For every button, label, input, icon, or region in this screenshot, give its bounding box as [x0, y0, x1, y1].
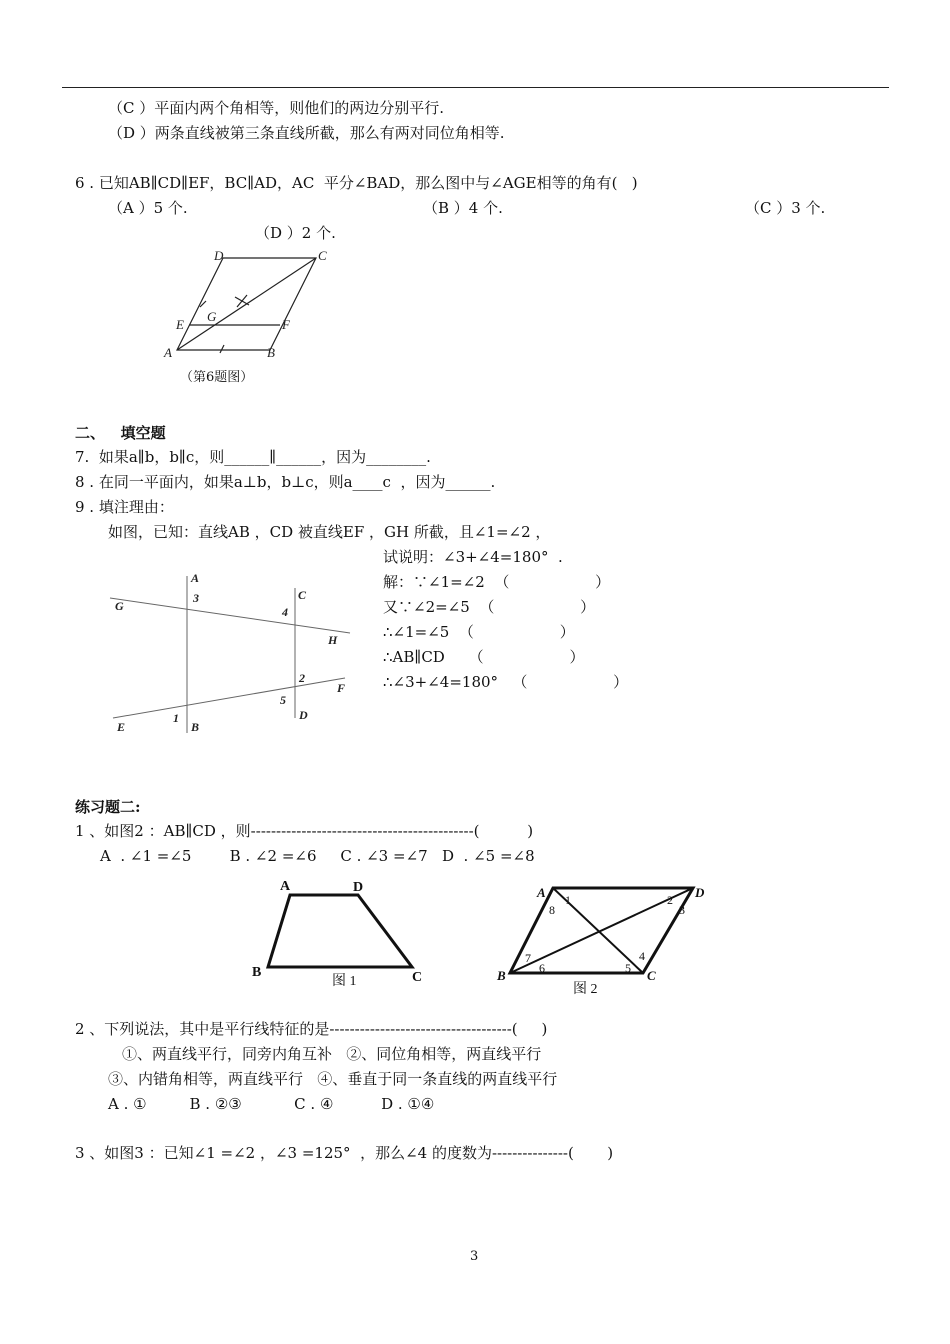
- figure-2: [495, 880, 720, 1000]
- fig2-angle-6: 6: [539, 961, 545, 975]
- label-B: B: [267, 345, 275, 360]
- fig-label-1: 1: [173, 711, 179, 725]
- practice-q1: 1 、如图2 ：AB∥CD ，则--------------------------------------------( ): [75, 822, 534, 840]
- q9-line-4: ∴∠1=∠5 （ ）: [383, 623, 575, 641]
- bisector-mark-2: [235, 297, 249, 305]
- label-C: C: [318, 248, 327, 263]
- q9-figure: [105, 568, 360, 740]
- fig-label-F: F: [337, 681, 346, 695]
- line-ef: [113, 678, 345, 718]
- q9-line-1: 试说明：∠3+∠4=180° .: [383, 548, 563, 566]
- label-D: D: [214, 248, 224, 263]
- line-gh: [110, 598, 350, 633]
- fig-label-C: C: [298, 588, 307, 602]
- practice-q2: 2 、下列说法，其中是平行线特征的是------------------------------------( ): [75, 1020, 548, 1038]
- question-6-stem: 6 . 已知AB∥CD∥EF，BC∥AD，AC 平分∠BAD，那么图中与∠AGE相等的角有( ): [75, 174, 638, 192]
- fig-label-E: E: [117, 720, 126, 734]
- fig-label-2: 2: [299, 671, 305, 685]
- fig-label-3: 3: [193, 591, 199, 605]
- fig2-angle-2: 2: [667, 893, 673, 907]
- fig1-label-B: B: [252, 965, 262, 980]
- q9-line-3: 又∵∠2=∠5 （ ）: [383, 598, 596, 616]
- practice-q3: 3 、如图3 ：已知∠1 =∠2 ，∠3 =125° ，那么∠4 的度数为---------------( ): [75, 1144, 614, 1162]
- question-7: 7. 如果a∥b，b∥c，则______∥______，因为________.: [75, 448, 431, 466]
- fig1-label-A: A: [280, 879, 291, 894]
- fig1-caption: 图 1: [332, 974, 357, 989]
- figure-1: [250, 875, 440, 990]
- fig2-label-D: D: [695, 885, 705, 900]
- label-E: E: [176, 317, 184, 332]
- label-F: F: [282, 317, 290, 332]
- q6-option-d: （D ）2 个.: [255, 224, 336, 242]
- q9-line-5: ∴AB∥CD （ ）: [383, 648, 585, 666]
- practice-q2-line1: ①、两直线平行，同旁内角互补 ②、同位角相等，两直线平行: [122, 1045, 542, 1063]
- fig-label-5: 5: [280, 693, 286, 707]
- fig2-angle-4: 4: [639, 949, 645, 963]
- q6-option-a: （A ）5 个.: [108, 199, 188, 217]
- fig-label-B: B: [191, 720, 200, 734]
- fig2-label-B: B: [497, 968, 506, 983]
- fig2-angle-1: 1: [565, 893, 571, 907]
- practice-q2-options: A . ① B . ②③ C . ④ D . ①④: [108, 1095, 435, 1113]
- section-2-title: 二、 填空题: [75, 424, 166, 442]
- option-d-prev: （D ）两条直线被第三条直线所截，那么有两对同位角相等.: [108, 124, 505, 142]
- q6-option-c: （C ）3 个.: [745, 199, 826, 217]
- fig1-label-D: D: [353, 880, 364, 895]
- diagonal-bd-2: [510, 888, 693, 973]
- q6-figure: [160, 245, 340, 365]
- fig2-angle-3: 3: [679, 903, 685, 917]
- fig-label-D: D: [299, 708, 308, 722]
- page-number: 3: [470, 1249, 479, 1264]
- tick-mark-ab: [220, 345, 224, 353]
- fig-label-4: 4: [282, 605, 288, 619]
- label-A: A: [164, 345, 172, 360]
- fig-label-G: G: [115, 599, 124, 613]
- q9-line-6: ∴∠3+∠4=180° （ ）: [383, 673, 629, 691]
- fig2-angle-7: 7: [525, 951, 531, 965]
- practice-q1-options: A . ∠1 =∠5 B . ∠2 =∠6 C . ∠3 =∠7 D . ∠5 =∠8: [100, 847, 535, 865]
- question-9-given: 如图，已知：直线AB ，CD 被直线EF ，GH 所截，且∠1=∠2 ，: [108, 523, 551, 541]
- trapezoid-abcd: [268, 895, 412, 967]
- fig2-angle-5: 5: [625, 961, 631, 975]
- q6-caption: （第6题图）: [180, 370, 254, 385]
- practice-2-title: 练习题二:: [75, 798, 141, 816]
- fig2-label-C: C: [647, 968, 656, 983]
- header-rule: [62, 87, 889, 88]
- fig-label-H: H: [328, 633, 338, 647]
- fig-label-A: A: [191, 571, 200, 585]
- fig2-angle-8: 8: [549, 903, 555, 917]
- option-c-prev: （C ）平面内两个角相等，则他们的两边分别平行.: [108, 99, 445, 117]
- fig1-label-C: C: [412, 970, 423, 985]
- q6-option-b: （B ）4 个.: [423, 199, 503, 217]
- practice-q2-line2: ③、内错角相等，两直线平行 ④、垂直于同一条直线的两直线平行: [108, 1070, 558, 1088]
- fig2-caption: 图 2: [573, 982, 598, 997]
- label-G: G: [207, 309, 217, 324]
- question-8: 8 . 在同一平面内，如果a⊥b，b⊥c，则a____c ，因为______.: [75, 473, 496, 491]
- fig2-label-A: A: [537, 885, 546, 900]
- q9-line-2: 解：∵∠1=∠2 （ ）: [383, 573, 611, 591]
- question-9-head: 9 . 填注理由：: [75, 498, 174, 516]
